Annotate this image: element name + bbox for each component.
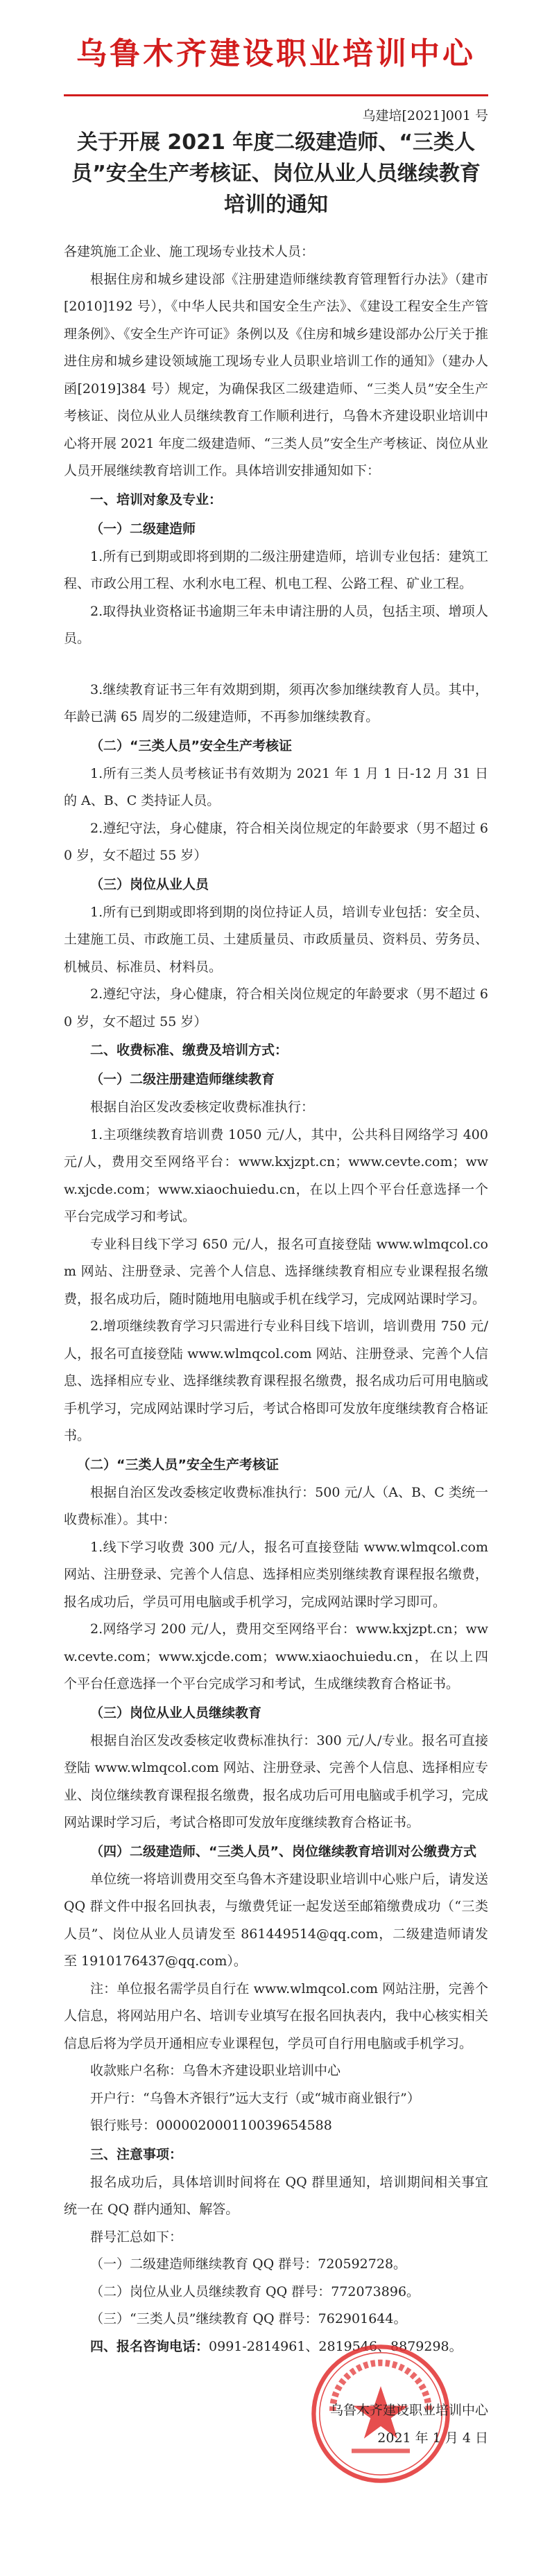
section-2-4-heading: （四）二级建造师、“三类人员”、岗位继续教育培训对公缴费方式 [90,1843,476,1859]
account-number: 银行账号：000002000110039654588 [90,2118,332,2133]
section-2-2-heading: （二）“三类人员”安全生产考核证 [77,1456,279,1472]
section-3-paragraph-1: 报名成功后，具体培训时间将在 QQ 群里通知，培训期间相关事宜统一在 QQ 群内通知、解答。 [64,2174,488,2217]
section-2-2-paragraph-1: 1.线下学习收费 300 元/人，报名可直接登陆 www.wlmqcol.com 网站、注册登录、完善个人信息、选择相应类别继续教育课程报名缴费，报名成功后，学员可用电脑或手机学习，完成网站课时学习即可。 [64,1539,488,1610]
contact-phone-numbers: 0991-2814961、2819546、8879298。 [209,2338,463,2354]
section-1-3-heading: （三）岗位从业人员 [90,876,209,892]
section-1-1-paragraph-2: 2.取得执业资格证书逾期三年未申请注册的人员，包括主项、增项人员。 [64,603,488,646]
document-number: 乌建培[2021]001 号 [362,108,488,123]
section-1-1-paragraph-1: 1.所有已到期或即将到期的二级注册建造师，培训专业包括：建筑工程、市政公用工程、水利水电工程、机电工程、公路工程、矿业工程。 [64,548,488,591]
bank-name: 开户行：“乌鲁木齐银行”远大支行（或“城市商业银行”） [90,2090,420,2106]
salutation: 各建筑施工企业、施工现场专业技术人员： [64,244,315,259]
section-2-1-paragraph-1: 1.主项继续教育培训费 1050 元/人，其中，公共科目网络学习 400 元/人，费用交至网络平台：www.kxjzpt.cn；www.cevte.com；www.xjcde.com；www.xiaochuiedu.cn，在以上四个平台任意选择一个平台完成学习和考试。 [64,1126,488,1224]
section-1-1-paragraph-3: 3.继续教育证书三年有效期到期，须再次参加继续教育人员。其中，年龄已满 65 周岁的二级建造师，不再参加继续教育。 [64,681,488,724]
section-4-heading: 四、报名咨询电话： [90,2338,209,2354]
section-2-2-paragraph-2: 2.网络学习 200 元/人，费用交至网络平台：www.kxjzpt.cn；www.cevte.com；www.xjcde.com；www.xiaochuiedu.cn，在以上四个平台任意选择一个平台完成学习和考试，生成继续教育合格证书。 [64,1621,488,1691]
signature-date: 2021 年 1 月 4 日 [377,2430,488,2446]
section-2-1-paragraph-2: 专业科目线下学习 650 元/人，报名可直接登陆 www.wlmqcol.com 网站、注册登录、完善个人信息、选择继续教育相应专业课程报名缴费，报名成功后，随时随地用电脑或手机在线学习，完成网站课时学习。 [64,1236,488,1307]
section-2-heading: 二、收费标准、缴费及培训方式： [90,1043,288,1058]
section-1-heading: 一、培训对象及专业： [90,491,223,507]
section-2-4-note: 注：单位报名需学员自行在 www.wlmqcol.com 网站注册，完善个人信息，将网站用户名、培训专业填写在报名回执表内，我中心核实相关信息后将为学员开通相应专业课程包，学员可自行用电脑或手机学习。 [64,1981,488,2051]
qq-group-2: （二）岗位从业人员继续教育 QQ 群号：772073896。 [90,2283,420,2299]
intro-paragraph: 根据住房和城乡建设部《注册建造师继续教育管理暂行办法》（建市[2010]192 号），《中华人民共和国安全生产法》、《建设工程安全生产管理条例》、《安全生产许可证》条例以及《住房和城乡建设部办公厅关于推进住房和城乡建设领域施工现场专业人员职业培训工作的通知》（建办人函[2019]384 号）规定，为确保我区二级建造师、“三类人员”安全生产考核证、岗位从业人员继续教育工作顺利进行，乌鲁木齐建设职业培训中心将开展 2021 年度二级建造师、“三类人员”安全生产考核证、岗位从业人员开展继续教育培训工作。具体培训安排通知如下： [64,271,488,478]
header-red-rule [64,94,488,96]
signature-org: 乌鲁木齐建设职业培训中心 [329,2403,488,2418]
section-2-1-paragraph-3: 2.增项继续教育学习只需进行专业科目线下培训，培训费用 750 元/人，报名可直接登陆 www.wlmqcol.com 网站、注册登录、完善个人信息、选择相应专业、选择继续教育课程报名缴费，报名成功后可用电脑或手机学习，完成网站课时学习后，考试合格即可发放年度继续教育合格证书。 [64,1319,488,1443]
section-1-2-paragraph-1: 1.所有三类人员考核证书有效期为 2021 年 1 月 1 日-12 月 31 日的 A、B、C 类持证人员。 [64,765,488,808]
section-1-1-heading: （一）二级建造师 [90,521,196,537]
section-2-1-heading: （一）二级注册建造师继续教育 [90,1072,275,1087]
section-3-heading: 三、注意事项： [90,2146,183,2162]
org-header-title: 乌鲁木齐建设职业培训中心 [76,36,476,71]
qq-group-summary-title: 群号汇总如下： [90,2229,183,2245]
qq-group-1: （一）二级建造师继续教育 QQ 群号：720592728。 [90,2256,407,2272]
account-name: 收款账户名称：乌鲁木齐建设职业培训中心 [90,2063,341,2078]
section-2-3-paragraph-1: 根据自治区发改委核定收费标准执行：300 元/人/专业。报名可直接登陆 www.wlmqcol.com 网站、注册登录、完善个人信息、选择相应专业、岗位继续教育课程报名缴费，报名成功后可用电脑或手机学习，完成网站课时学习后，考试合格即可发放年度继续教育合格证书。 [64,1732,488,1830]
notice-title: 关于开展 2021 年度二级建造师、“三类人员”安全生产考核证、岗位从业人员继续教育培训的通知 [71,130,481,217]
section-1-3-paragraph-1: 1.所有已到期或即将到期的岗位持证人员，培训专业包括：安全员、土建施工员、市政施工员、土建质量员、市政质量员、资料员、劳务员、机械员、标准员、材料员。 [64,904,488,975]
section-2-2-paragraph-0: 根据自治区发改委核定收费标准执行：500 元/人（A、B、C 类统一收费标准）。其中： [64,1484,488,1527]
paragraph-spacer [64,653,488,677]
section-1-2-heading: （二）“三类人员”安全生产考核证 [90,738,292,754]
section-1-3-paragraph-2: 2.遵纪守法，身心健康，符合相关岗位规定的年龄要求（男不超过 60 岁，女不超过 55 岁） [64,986,488,1029]
section-2-3-heading: （三）岗位从业人员继续教育 [90,1705,262,1721]
qq-group-3: （三）“三类人员”继续教育 QQ 群号：762901644。 [90,2311,407,2326]
section-2-4-paragraph-1: 单位统一将培训费用交至乌鲁木齐建设职业培训中心账户后，请发送 QQ 群文件中报名回执表，与缴费凭证一起发送至邮箱缴费成功（“三类人员”、岗位从业人员请发至 861449514@qq.com，二级建造师请发至 1910176437@qq.com）。 [64,1871,488,1969]
section-1-2-paragraph-2: 2.遵纪守法，身心健康，符合相关岗位规定的年龄要求（男不超过 60 岁，女不超过 55 岁） [64,820,488,863]
section-2-1-paragraph-0: 根据自治区发改委核定收费标准执行： [90,1099,315,1115]
signature-block [64,2396,488,2452]
